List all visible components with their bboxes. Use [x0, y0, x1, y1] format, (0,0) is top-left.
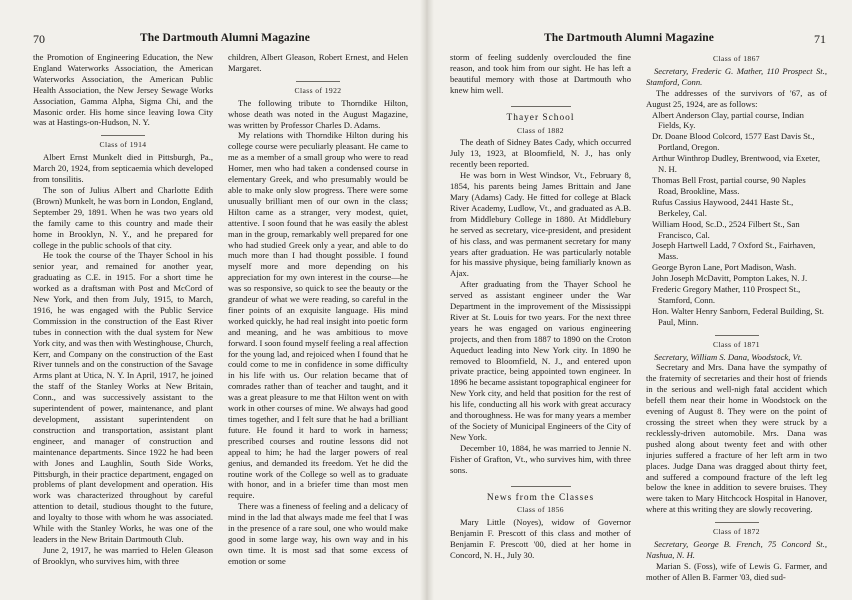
address-entry: Hon. Walter Henry Sanborn, Federal Building, St. Paul, Minn. — [652, 305, 824, 327]
paragraph: The addresses of the survivors of '67, as of August 25, 1924, are as follows: — [646, 87, 827, 109]
paragraph: June 2, 1917, he was married to Helen Gleason of Brooklyn, who survives him, with three — [33, 544, 213, 566]
paragraph: There was a fineness of feeling and a delicacy of mind in the lad that always made me feel that I was in the presence of a rare soul, one who would make good in some large way, his own way and in his own time. It is most sad that some excess of emotion or some — [228, 501, 408, 566]
address-entry: George Byron Lane, Port Madison, Wash. — [652, 262, 797, 273]
right-page-header — [434, 32, 852, 46]
secretary-line: Secretary, William S. Dana, Woodstock, Vt. — [654, 351, 803, 362]
paragraph: the Promotion of Engineering Education, the New England Waterworks Association, the American Waterworks Association, the American Public Health Association, the New Jersey Sewage Works Association, Gamma Alpha, Sigma Chi, and the Masonic order. His home since leaving Iowa City was at Hastings-on-Hudson, N. Y. — [33, 52, 213, 128]
running-title: The Dartmouth Alumni Magazine — [140, 32, 310, 44]
secretary-line: Secretary, Frederic G. Mather, 110 Prospect St., Stamford, Conn. — [646, 65, 827, 87]
right-page — [434, 0, 852, 600]
class-heading: Class of 1882 — [517, 125, 564, 135]
paragraph: The following tribute to Thorndike Hilton, whose death was noted in the August Magazine, was written by Professor Charles D. Adams. — [228, 97, 408, 130]
divider — [296, 81, 340, 82]
address-entry: Albert Anderson Clay, partial course, Indian Fields, Ky. — [652, 109, 804, 131]
address-entry: John Joseph McDavitt, Pompton Lakes, N. J. — [652, 273, 808, 284]
address-entry: Dr. Doane Blood Colcord, 1577 East Davis St., Portland, Oregon. — [652, 131, 815, 153]
paragraph: After graduating from the Thayer School he served as assistant engineer under the War Department in the improvement of the Mississippi River at St. Louis for two years. For the next three years he was engaged on various engineering projects, and then from 1887 to 1890 on the Croton Aqueduct leading into New York city. In 1890 he removed to Bloomfield, N. J., and entered upon private practice, being appointed town engineer. In 1896 he became assistant topographical engineer for New York city, and held that position for the rest of his life, conducting all his work with great accuracy and thoroughness. He was for many years a member of the Society of Municipal Engineers of the City of New York. — [450, 279, 631, 442]
paragraph: He took the course of the Thayer School in his senior year, and remained for another year, graduating as C.E. in 1915. For a short time he worked as a draftsman with Post and McCord of New York, and then from July, 1915, to March, 1916, he was engaged with the Public Service Commission in the construction of the East River tubes in connection with the dual system for New York city, and was then with Westinghouse, Church, Kerr, and Company on the construction of the East River tunnels and on the construction of the Savage Arms plant at Utica, N. Y. In April, 1917, he joined the staff of the Stanley Works at New Britain, Conn., and was successively assistant to the superintendent of power, maintenance, and plant development, assistant superintendent on construction and transportation, assistant plant engineer, and manager of construction and maintenance departments. Since 1922 he had been with Jones and Laughlin, South Side Works, Pittsburgh, in their practice department, engaged on problems of plant development and operation. His work was characterized throughout by careful attention to detail, studious thought to the future, and loyalty to those with whom he was associated. While with the Stanley Works, he was one of the leaders in the New Britain Dartmouth Club. — [33, 250, 213, 544]
class-heading: Class of 1867 — [713, 54, 760, 63]
class-heading: Class of 1856 — [517, 505, 564, 515]
class-heading: Class of 1914 — [99, 140, 147, 150]
right-column-2 — [646, 52, 827, 600]
class-heading: Class of 1871 — [713, 339, 760, 349]
address-entry: Thomas Bell Frost, partial course, 90 Naples Road, Brookline, Mass. — [652, 174, 806, 196]
paragraph: The son of Julius Albert and Charlotte Edith (Brown) Munkelt, he was born in London, England, September 29, 1891. When he was two years old the family came to this country and made their home in Brooklyn, N. Y., and he prepared for college in the public schools of that city. — [33, 184, 213, 250]
section-heading: Thayer School — [506, 112, 575, 123]
paragraph: He was born in West Windsor, Vt., February 8, 1854, his parents being James Brittain and Jane Mary (Adams) Cady. He fitted for college at Black River Academy, Ludlow, Vt., and graduated as A.B. from Middlebury College in 1880. At Middlebury he served as secretary, vice-president, and president of his class, and was permanent secretary for many years after graduation. He was particularly notable for his massive physique, being familiarly known as Ajax. — [450, 170, 631, 279]
divider — [511, 486, 571, 487]
left-column-2 — [228, 52, 408, 600]
paragraph: December 10, 1884, he was married to Jennie N. Fisher of Grafton, Vt., who survives him, with three sons. — [450, 442, 631, 475]
section-heading: News from the Classes — [486, 492, 595, 503]
divider — [715, 335, 759, 336]
page-number: 71 — [814, 32, 826, 46]
secretary-line: Secretary, George B. French, 75 Concord St., Nashua, N. H. — [646, 539, 827, 560]
paragraph: Marian S. (Foss), wife of Lewis G. Farmer, and mother of Allen B. Farmer '03, died sud- — [646, 560, 827, 582]
address-entry: Joseph Hartwell Ladd, 7 Oxford St., Fairhaven, Mass. — [652, 240, 816, 262]
left-page — [0, 0, 420, 600]
running-title: The Dartmouth Alumni Magazine — [544, 32, 714, 44]
address-entry: Frederic Gregory Mather, 110 Prospect St., Stamford, Conn. — [652, 284, 801, 305]
address-entry: William Hood, Sc.D., 2524 Filbert St., San Francisco, Cal. — [652, 218, 800, 240]
paragraph: Mary Little (Noyes), widow of Governor Benjamin F. Prescott of this class and mother of Benjamin F. Prescott '00, died at her home in Concord, N. H., July 30. — [450, 517, 631, 561]
paragraph: Albert Ernst Munkelt died in Pittsburgh, Pa., March 20, 1924, from septicaemia which developed from tonsilitis. — [33, 152, 213, 185]
divider — [715, 522, 759, 523]
page-gutter — [420, 0, 434, 600]
left-column-1 — [33, 52, 213, 600]
paragraph: children, Albert Gleason, Robert Ernest, and Helen Margaret. — [228, 52, 408, 73]
class-heading: Class of 1872 — [713, 527, 760, 537]
class-heading: Class of 1922 — [294, 85, 342, 95]
page-number: 70 — [33, 32, 45, 46]
paragraph: My relations with Thorndike Hilton during his college course were peculiarly pleasant. He came to me as a member of a small group who were to read Homer, men who had taken a condensed course in elementary Greek, and who presumably would be able to make only slow progress. There were some unusually brilliant men of our own in the class; Hilton came as a stranger, very modest, quiet, attentive. I soon found that he was easily the ablest man in the group, remarkably well prepared for one who had studied Greek only a year, and able to do much more than I had thought possible. I found myself more and more depending on his appreciation for my own interest in the course—he was so responsive, so quick to see the beauty or the grandeur of what we were reading, so careful in the finer points of an exquisite language. His mind worked quickly, he had real insight into poetic form and meaning, and he was ambitious to move forward. I soon found myself feeling a real affection for the young lad, and rejoiced when I found that he could come to me in confidence in some difficulty in his life with us. Our relation became that of comrades rather than of teacher and taught, and it was a great pleasure to me that Hilton went on with work in other courses of mine. We always had good times together, and I felt sure that he had a brilliant future. He found it hard to work in harness; prescribed courses and routine lessons did not appeal to him; he had the larger powers of real genius, and demanded its freedom. Yet he did the routine work of the College so well as to graduate with honor, and in a briefer time than most men require. — [228, 130, 408, 501]
paragraph: Secretary and Mrs. Dana have the sympathy of the fraternity of secretaries and their host of friends in the serious and well-nigh fatal accident which befell them near their home in Woodstock on the evening of August 8. They were on the point of crossing the street when they were struck by a recklessly-driven automobile. Mrs. Dana was pushed along about twenty feet and with other injuries suffered a fracture of her left arm in two places. Judge Dana was dragged about thirty feet, and suffered a compound fracture of the left leg below the knee in addition to severe bruises. They were taken to Mary Hitchcock Hospital in Hanover, where at this writing they are slowly recovering. — [646, 362, 827, 515]
paragraph: The death of Sidney Bates Cady, which occurred July 13, 1923, at Bloomfield, N. J., has only recently been reported. — [450, 137, 631, 170]
divider — [511, 106, 571, 107]
right-column-1 — [450, 52, 631, 600]
divider — [101, 135, 145, 136]
address-entry: Rufus Cassius Haywood, 2441 Haste St., Berkeley, Cal. — [652, 196, 794, 218]
address-entry: Arthur Winthrop Dudley, Brentwood, via Exeter, N. H. — [652, 153, 821, 175]
left-page-header — [0, 32, 420, 46]
paragraph: storm of feeling suddenly overclouded the fine reason, and took him from our sight. He has left a beautiful memory with those at Dartmouth who knew him well. — [450, 52, 631, 95]
